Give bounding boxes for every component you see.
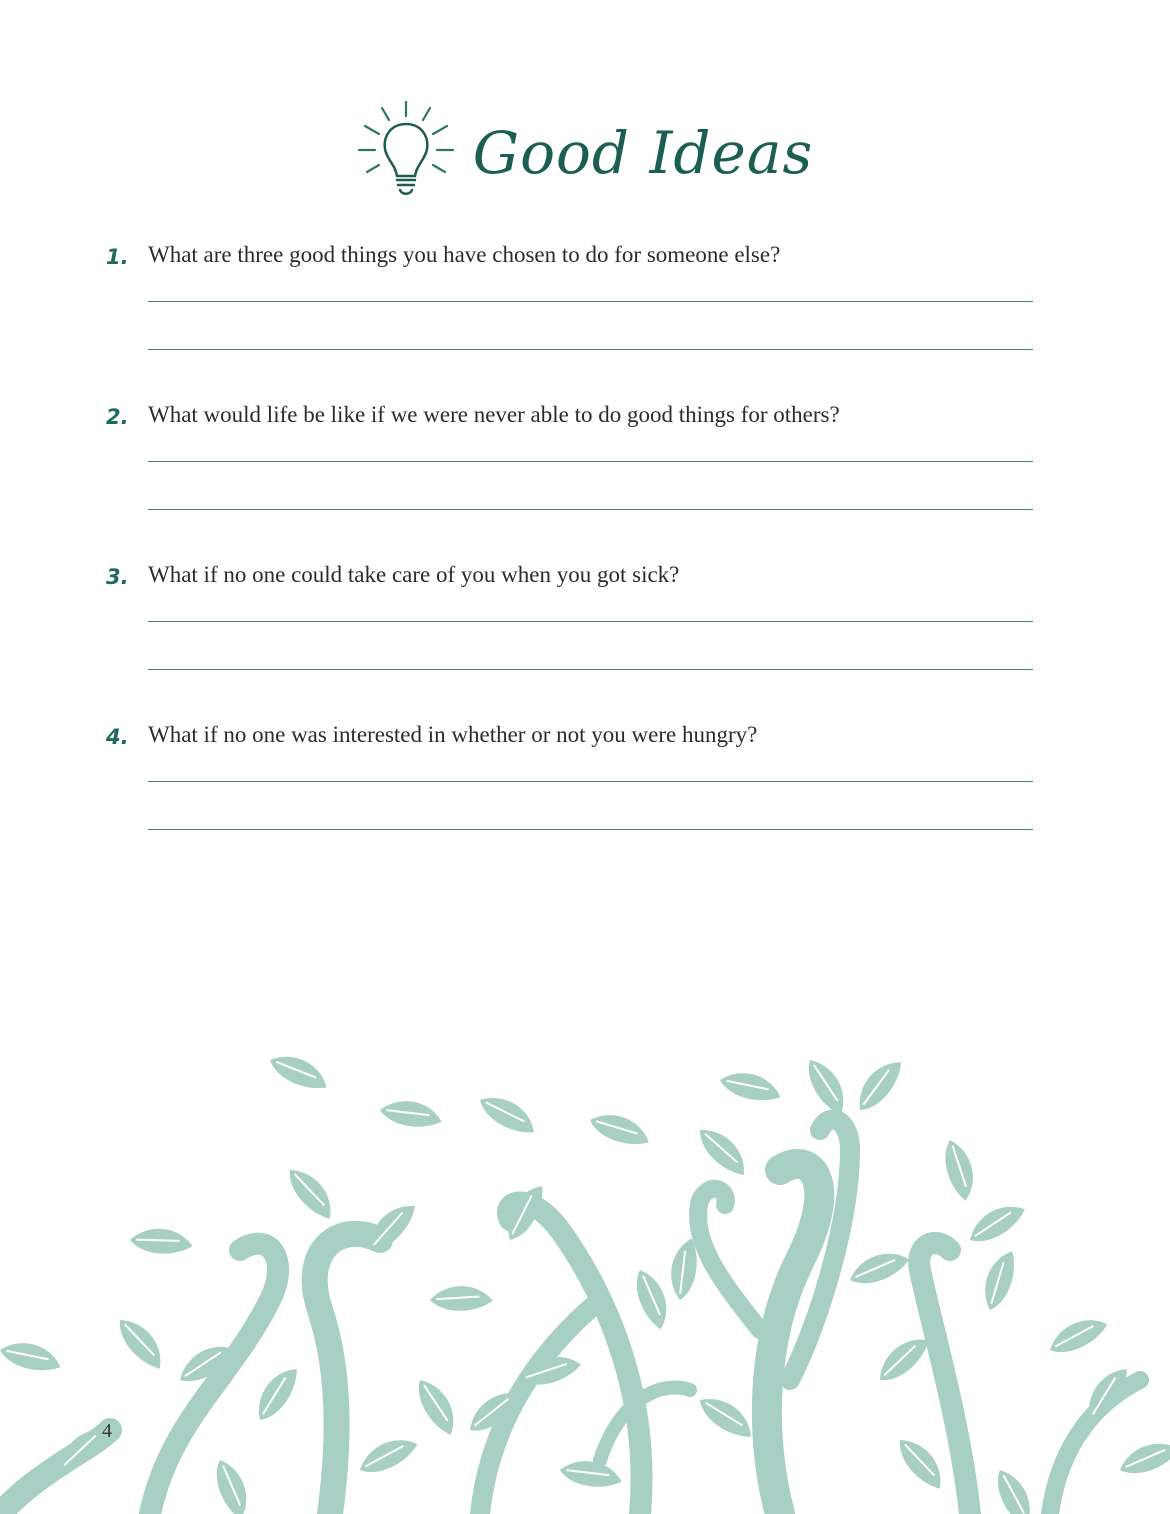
question-number: 4. [106, 725, 129, 749]
question-text: What if no one could take care of you when you got sick? [148, 562, 680, 587]
answer-line[interactable] [148, 669, 1033, 670]
answer-line[interactable] [148, 621, 1033, 622]
answer-line[interactable] [148, 461, 1033, 462]
question-3 [0, 562, 1170, 705]
question-text: What if no one was interested in whether or not you were hungry? [148, 722, 758, 747]
question-number: 2. [106, 405, 129, 429]
vine-leaves-illustration [0, 1040, 1170, 1514]
question-number: 1. [106, 245, 129, 269]
question-text: What are three good things you have chosen to do for someone else? [148, 242, 781, 267]
question-text: What would life be like if we were never able to do good things for others? [148, 402, 840, 427]
answer-line[interactable] [148, 509, 1033, 510]
question-number: 3. [106, 565, 129, 589]
page-number: 4 [102, 1420, 112, 1442]
page-header [0, 98, 1170, 202]
page-title: Good Ideas [472, 119, 814, 187]
answer-line[interactable] [148, 301, 1033, 302]
answer-line[interactable] [148, 781, 1033, 782]
lightbulb-icon [357, 98, 455, 202]
answer-line[interactable] [148, 829, 1033, 830]
question-4 [0, 722, 1170, 865]
question-1 [0, 242, 1170, 385]
answer-line[interactable] [148, 349, 1033, 350]
question-2 [0, 402, 1170, 545]
